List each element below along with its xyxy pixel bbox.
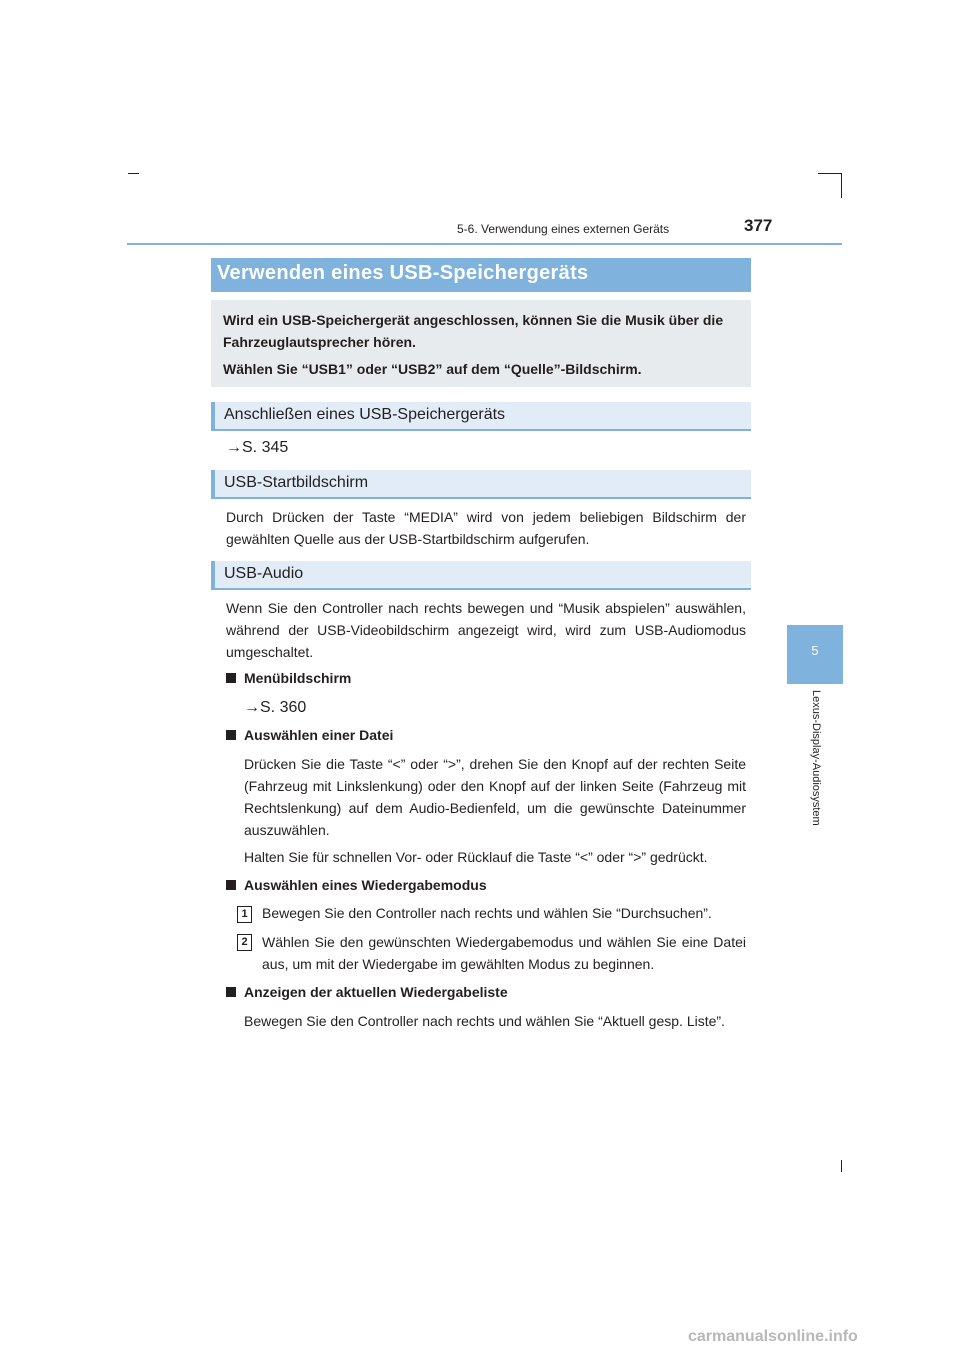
step-number-2: 2: [237, 934, 252, 951]
select-file-text: Drücken Sie die Taste “<” oder “>”, drehen Sie den Knopf auf der rechten Seite (Fahrzeug mit Linkslenkung) oder den Knopf auf der linken Seite (Fahrzeug mit Rechtslenkung) auf dem Audio-Bedienfeld, um die gewünschte Dateinummer auszuwählen.: [244, 756, 746, 838]
bullet-square-icon: [226, 880, 236, 890]
bullet-heading: Menübildschirm: [244, 670, 352, 686]
usb-audio-text: Wenn Sie den Controller nach rechts bewegen und “Musik abspielen” auswählen, während der USB-Videobildschirm angezeigt wird, wird zum USB-Audiomodus umgeschaltet.: [226, 600, 746, 660]
crop-mark: [818, 173, 842, 174]
bullet-playback-mode: [226, 877, 487, 893]
intro-text-1: Wird ein USB-Speichergerät angeschlossen, können Sie die Musik über die Fahrzeuglautsprecher hören.: [223, 312, 724, 350]
page-title-bar: [211, 258, 751, 292]
crop-mark: [128, 173, 139, 174]
running-header: 5-6. Verwendung eines externen Geräts: [457, 222, 670, 236]
section-heading-text: Anschließen eines USB-Speichergeräts: [224, 406, 506, 423]
chapter-number: 5: [811, 643, 819, 658]
bullet-heading: Auswählen eines Wiedergabemodus: [244, 877, 487, 893]
chapter-label: Lexus-Display-Audiosystem: [810, 690, 822, 826]
section-heading-start-screen: [211, 470, 751, 499]
bullet-square-icon: [226, 987, 236, 997]
bullet-heading: Auswählen einer Datei: [244, 727, 394, 743]
bullet-heading: Anzeigen der aktuellen Wiedergabeliste: [244, 984, 508, 1000]
page-reference: →S. 360: [244, 699, 307, 716]
crop-mark: [841, 1160, 842, 1172]
page-title: Verwenden eines USB-Speichergeräts: [217, 262, 589, 284]
step-number-1: 1: [237, 906, 252, 923]
section-heading-text: USB-Startbildschirm: [224, 474, 369, 491]
crop-mark: [841, 173, 842, 198]
bullet-square-icon: [226, 673, 236, 683]
section-heading-text: USB-Audio: [224, 565, 304, 582]
bullet-current-list: [226, 984, 508, 1000]
step-text-1: Bewegen Sie den Controller nach rechts und wählen Sie “Durchsuchen”.: [262, 905, 712, 921]
watermark: carmanualsonline.info: [688, 1328, 858, 1345]
start-screen-text: Durch Drücken der Taste “MEDIA” wird von jedem beliebigen Bildschirm der gewählten Quelle aus der USB-Startbildschirm aufgerufen.: [226, 509, 746, 547]
select-file-text-2: Halten Sie für schnellen Vor- oder Rücklauf die Taste “<” oder “>” gedrückt.: [244, 849, 708, 865]
section-heading-usb-audio: [211, 561, 751, 590]
page-reference: →S. 345: [226, 439, 289, 456]
page-number: 377: [744, 216, 773, 235]
section-heading-connect: [211, 402, 751, 431]
intro-text-2: Wählen Sie “USB1” oder “USB2” auf dem “Quelle”-Bildschirm.: [223, 361, 642, 377]
bullet-select-file: [226, 727, 393, 743]
header-rule: [127, 243, 842, 245]
current-list-text: Bewegen Sie den Controller nach rechts und wählen Sie “Aktuell gesp. Liste”.: [244, 1013, 725, 1029]
bullet-menu: [226, 670, 351, 686]
bullet-square-icon: [226, 730, 236, 740]
step-text-2: Wählen Sie den gewünschten Wiedergabemodus und wählen Sie eine Datei aus, um mit der Wiedergabe im gewählten Modus zu beginnen.: [262, 934, 746, 972]
chapter-tab: [787, 625, 843, 684]
intro-box: [211, 300, 751, 387]
